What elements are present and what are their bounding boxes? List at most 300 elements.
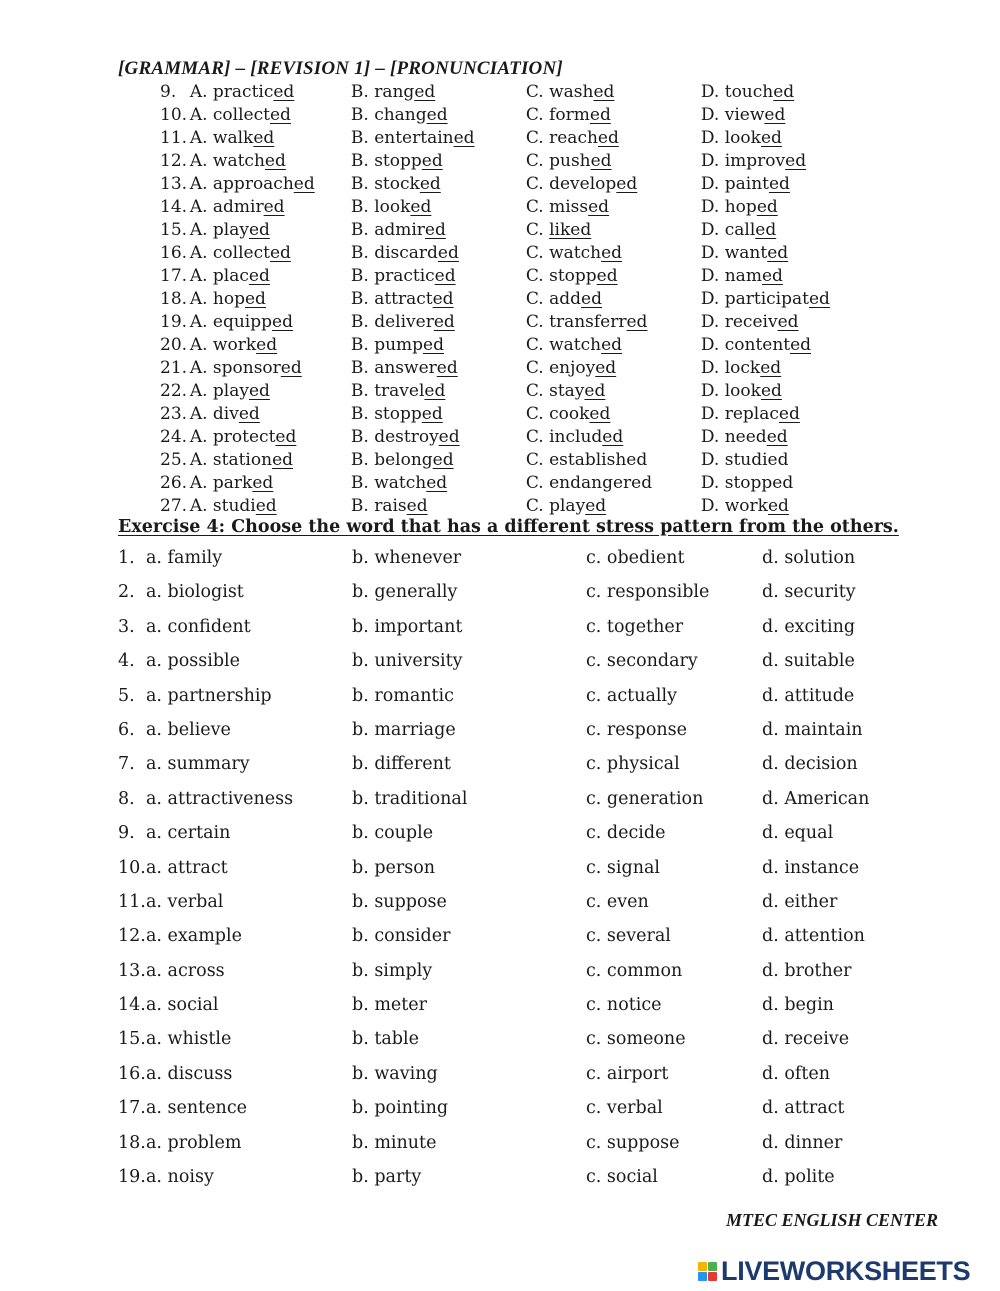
question-number: 11.: [160, 128, 188, 148]
option-b: b. waving: [352, 1063, 438, 1084]
option-d: [701, 173, 860, 196]
question-number: 14.: [118, 995, 146, 1016]
option-b: [351, 472, 526, 495]
question-number: 11.: [118, 891, 146, 912]
option-text: B. entertain: [350, 128, 454, 148]
option-text: B. chang: [350, 105, 427, 125]
option-text: C. form: [525, 105, 590, 125]
option-a: [190, 403, 351, 426]
option-text: D. lock: [700, 358, 761, 378]
option-text: C. established: [525, 450, 648, 470]
option-b: [351, 242, 526, 265]
option-b: [351, 288, 526, 311]
option-b: b. different: [352, 754, 451, 775]
underlined-part: ed: [269, 105, 291, 125]
question-number: 24.: [160, 427, 188, 447]
question-number: 23.: [160, 404, 188, 424]
option-c: c. airport: [586, 1063, 669, 1084]
underlined-part: ed: [293, 174, 315, 194]
logo-icon: [698, 1262, 717, 1281]
option-text: B. admir: [350, 220, 425, 240]
option-text: B. look: [350, 197, 411, 217]
option-b: b. whenever: [352, 548, 462, 568]
pronunciation-row: [160, 380, 860, 403]
underlined-part: ed: [767, 243, 789, 263]
option-d: d. begin: [762, 995, 834, 1016]
stress-row: [118, 889, 938, 923]
option-c: [526, 449, 701, 472]
option-d: [701, 357, 860, 380]
question-number: 27.: [160, 496, 188, 516]
page-header: [GRAMMAR] – [REVISION 1] – [PRONUNCIATION]: [118, 58, 563, 79]
underlined-part: ed: [280, 358, 302, 378]
stress-row: [118, 1164, 938, 1198]
option-c: [526, 472, 701, 495]
option-b: b. simply: [352, 960, 433, 981]
underlined-part: ed: [275, 427, 297, 447]
underlined-part: ed: [238, 404, 260, 424]
option-a: [190, 449, 351, 472]
underlined-part: ed: [755, 220, 777, 240]
option-b: b. marriage: [352, 719, 456, 740]
logo-tile: [708, 1262, 717, 1271]
option-a: [190, 334, 351, 357]
option-text: D. hop: [700, 197, 757, 217]
question-number: 19.: [160, 312, 188, 332]
question-number: 12.: [160, 151, 188, 171]
option-a: a. summary: [146, 754, 250, 775]
option-c: [526, 380, 701, 403]
option-text: A. play: [189, 220, 249, 240]
pronunciation-row: [160, 127, 860, 150]
option-text: D. content: [700, 335, 791, 355]
option-a: a. noisy: [146, 1167, 214, 1188]
question-number: 13.: [118, 960, 146, 981]
option-text: B. answer: [350, 358, 437, 378]
option-c: [526, 150, 701, 173]
option-d: [701, 288, 860, 311]
underlined-part: ed: [593, 82, 615, 102]
option-text: D. look: [700, 128, 761, 148]
option-b: [351, 173, 526, 196]
option-c: [526, 311, 701, 334]
option-text: B. rais: [350, 496, 407, 516]
underlined-part: ed: [423, 335, 444, 355]
option-b: b. suppose: [352, 891, 447, 912]
underlined-part: ed: [585, 496, 607, 516]
underlined-part: ed: [616, 174, 638, 194]
option-text: D. work: [700, 496, 768, 516]
option-text: D. studied: [700, 450, 789, 470]
option-c: c. secondary: [586, 651, 698, 672]
option-text: C. watch: [525, 335, 602, 355]
question-number: 8.: [118, 788, 135, 809]
option-b: [351, 127, 526, 150]
option-text: A. div: [189, 404, 239, 424]
option-a: a. example: [146, 926, 242, 947]
option-text: C. stopp: [525, 266, 597, 286]
question-number: 26.: [160, 473, 188, 493]
question-number: 4.: [118, 651, 135, 672]
underlined-part: ed: [453, 128, 475, 148]
option-text: C. includ: [525, 427, 603, 447]
option-text: A. watch: [189, 151, 265, 171]
stress-row: [118, 1061, 938, 1095]
question-number: 9.: [118, 823, 135, 844]
underlined-part: ed: [264, 151, 286, 171]
option-text: A. equipp: [189, 312, 273, 332]
option-b: [351, 196, 526, 219]
option-c: c. together: [586, 616, 684, 637]
option-c: [526, 403, 701, 426]
option-c: c. responsible: [586, 582, 710, 603]
underlined-part: ed: [424, 381, 446, 401]
underlined-part: ed: [437, 243, 459, 263]
option-b: b. romantic: [352, 685, 454, 706]
question-number: 6.: [118, 719, 135, 740]
question-number: 18.: [118, 1132, 146, 1153]
option-text: C. miss: [525, 197, 589, 217]
option-c: c. generation: [586, 788, 704, 809]
option-d: [701, 242, 860, 265]
option-a: a. biologist: [146, 582, 244, 603]
option-text: B. travel: [350, 381, 425, 401]
option-b: b. traditional: [352, 788, 468, 809]
option-a: a. attract: [146, 857, 228, 878]
option-text: A. approach: [189, 174, 294, 194]
option-text: A. hop: [189, 289, 245, 309]
pronunciation-row: [160, 472, 860, 495]
underlined-part: ed: [252, 473, 274, 493]
option-a: [190, 357, 351, 380]
option-d: [701, 219, 860, 242]
option-d: d. maintain: [762, 719, 863, 740]
option-d: [701, 403, 860, 426]
question-number: 12.: [118, 926, 146, 947]
stress-row: [118, 614, 938, 648]
option-text: D. nam: [700, 266, 762, 286]
option-c: c. decide: [586, 823, 666, 844]
underlined-part: ed: [406, 496, 428, 516]
option-b: b. party: [352, 1167, 422, 1188]
option-text: C. develop: [525, 174, 617, 194]
underlined-part: ed: [595, 358, 617, 378]
stress-row: [118, 579, 938, 613]
question-number: 19.: [118, 1167, 146, 1188]
question-number: 16.: [118, 1063, 146, 1084]
option-b: [351, 104, 526, 127]
option-d: [701, 472, 860, 495]
option-c: [526, 104, 701, 127]
pronunciation-row: [160, 265, 860, 288]
option-c: c. common: [586, 960, 683, 981]
option-c: c. someone: [586, 1029, 686, 1050]
option-c: c. actually: [586, 685, 677, 706]
option-b: [351, 311, 526, 334]
underlined-part: ed: [436, 358, 458, 378]
underlined-part: ed: [434, 266, 456, 286]
question-number: 14.: [160, 197, 188, 217]
option-d: d. exciting: [762, 616, 856, 637]
underlined-part: ed: [589, 105, 611, 125]
option-a: [190, 219, 351, 242]
option-d: [701, 265, 860, 288]
option-text: D. receiv: [700, 312, 778, 332]
question-number: 10.: [118, 857, 146, 878]
option-b: [351, 495, 526, 518]
option-c: c. response: [586, 719, 687, 740]
option-a: [190, 104, 351, 127]
option-text: B. practic: [350, 266, 435, 286]
option-a: [190, 472, 351, 495]
option-text: D. stopped: [700, 473, 794, 493]
option-d: [701, 380, 860, 403]
option-b: b. table: [352, 1029, 419, 1050]
underlined-part: ed: [244, 289, 266, 309]
question-number: 17.: [118, 1098, 146, 1119]
option-a: a. confident: [146, 616, 251, 637]
option-a: a. sentence: [146, 1098, 247, 1119]
option-b: [351, 150, 526, 173]
option-a: [190, 196, 351, 219]
pronunciation-row: [160, 219, 860, 242]
question-number: 20.: [160, 335, 188, 355]
option-text: D. need: [700, 427, 767, 447]
option-text: D. replac: [700, 404, 779, 424]
option-text: C. enjoy: [525, 358, 596, 378]
option-d: d. dinner: [762, 1132, 843, 1153]
option-a: [190, 288, 351, 311]
stress-row: [118, 683, 938, 717]
option-a: [190, 127, 351, 150]
option-text: A. station: [189, 450, 273, 470]
option-d: d. often: [762, 1063, 831, 1084]
option-d: d. solution: [762, 548, 856, 568]
underlined-part: ed: [596, 266, 618, 286]
option-d: d. attitude: [762, 685, 855, 706]
option-text: A. walk: [189, 128, 254, 148]
option-a: [190, 426, 351, 449]
underlined-part: ed: [255, 496, 277, 516]
underlined-part: ed: [766, 427, 788, 447]
option-a: [190, 242, 351, 265]
pronunciation-row: [160, 173, 860, 196]
pronunciation-row: [160, 196, 860, 219]
option-a: a. social: [146, 995, 219, 1016]
option-c: [526, 426, 701, 449]
option-text: A. practic: [189, 82, 274, 102]
option-a: a. whistle: [146, 1029, 232, 1050]
stress-row: [118, 545, 938, 579]
option-text: C. watch: [525, 243, 602, 263]
option-text: A. admir: [189, 197, 264, 217]
option-text: C. cook: [525, 404, 590, 424]
option-c: [526, 81, 701, 104]
logo-tile: [698, 1272, 707, 1281]
option-a: a. verbal: [146, 891, 224, 912]
underlined-part: ed: [768, 174, 790, 194]
underlined-part: ed: [253, 128, 275, 148]
option-text: A. park: [189, 473, 253, 493]
underlined-part: ed: [419, 174, 441, 194]
option-c: c. suppose: [586, 1132, 680, 1153]
pronunciation-row: [160, 449, 860, 472]
option-b: [351, 81, 526, 104]
option-c: c. physical: [586, 754, 680, 775]
option-text: C. push: [525, 151, 591, 171]
underlined-part: ed: [760, 358, 782, 378]
option-d: d. equal: [762, 823, 834, 844]
underlined-part: ed: [432, 450, 454, 470]
underlined-part: ed: [248, 381, 270, 401]
pronunciation-row: [160, 242, 860, 265]
option-text: A. protect: [189, 427, 276, 447]
option-b: [351, 334, 526, 357]
option-c: [526, 495, 701, 518]
underlined-part: ed: [808, 289, 830, 309]
option-d: d. either: [762, 891, 838, 912]
stress-row: [118, 751, 938, 785]
underlined-part: ed: [432, 289, 454, 309]
option-text: D. look: [700, 381, 761, 401]
stress-row: [118, 855, 938, 889]
option-b: [351, 265, 526, 288]
underlined-part: ed: [410, 197, 432, 217]
underlined-part: ed: [790, 335, 812, 355]
option-text: C. play: [525, 496, 586, 516]
option-d: d. brother: [762, 960, 852, 981]
option-a: [190, 495, 351, 518]
option-d: [701, 449, 860, 472]
underlined-part: ed: [438, 427, 460, 447]
option-text: A. sponsor: [189, 358, 281, 378]
option-c: [526, 288, 701, 311]
option-text: B. pump: [350, 335, 424, 355]
pronunciation-row: [160, 403, 860, 426]
pronunciation-section: [160, 81, 860, 518]
option-a: a. believe: [146, 719, 231, 740]
option-text: A. work: [189, 335, 257, 355]
option-c: c. verbal: [586, 1098, 663, 1119]
underlined-part: ed: [601, 243, 623, 263]
underlined-part: ed: [773, 82, 795, 102]
underlined-part: ed: [590, 151, 612, 171]
exercise-4-instruction: Choose the word that has a different stress pattern from the others.: [225, 517, 899, 537]
option-text: B. discard: [350, 243, 438, 263]
stress-row: [118, 786, 938, 820]
question-number: 25.: [160, 450, 188, 470]
question-number: 7.: [118, 754, 135, 775]
option-a: [190, 265, 351, 288]
option-d: [701, 334, 860, 357]
question-number: 18.: [160, 289, 188, 309]
option-d: [701, 127, 860, 150]
option-d: [701, 104, 860, 127]
option-a: a. certain: [146, 823, 231, 844]
underlined-part: ed: [777, 312, 799, 332]
pronunciation-row: [160, 357, 860, 380]
underlined-part: ed: [248, 220, 270, 240]
logo-tile: [708, 1272, 717, 1281]
question-number: 2.: [118, 582, 135, 603]
option-text: B. stock: [350, 174, 420, 194]
option-c: c. signal: [586, 857, 661, 878]
option-b: [351, 426, 526, 449]
underlined-part: ed: [764, 105, 786, 125]
pronunciation-row: [160, 495, 860, 518]
option-text: B. watch: [350, 473, 427, 493]
option-c: [526, 265, 701, 288]
underlined-part: ed: [626, 312, 648, 332]
pronunciation-row: [160, 81, 860, 104]
stress-row: [118, 958, 938, 992]
question-number: 13.: [160, 174, 188, 194]
option-d: d. attract: [762, 1098, 845, 1119]
question-number: 15.: [160, 220, 188, 240]
option-b: b. consider: [352, 926, 451, 947]
option-a: [190, 380, 351, 403]
option-a: a. partnership: [146, 685, 272, 706]
option-b: b. pointing: [352, 1098, 449, 1119]
option-text: B. belong: [350, 450, 433, 470]
pronunciation-row: [160, 334, 860, 357]
option-d: [701, 196, 860, 219]
option-a: a. possible: [146, 651, 241, 672]
option-text: C. reach: [525, 128, 598, 148]
option-d: [701, 495, 860, 518]
option-text: B. stopp: [350, 151, 422, 171]
option-d: d. decision: [762, 754, 858, 775]
question-number: 1.: [118, 548, 135, 568]
logo-text: LIVEWORKSHEETS: [721, 1256, 971, 1286]
option-text: D. participat: [700, 289, 809, 309]
question-number: 5.: [118, 685, 135, 706]
underlined-part: ed: [760, 128, 782, 148]
option-d: d. security: [762, 582, 856, 603]
option-a: a. family: [146, 548, 223, 568]
underlined-part: ed: [421, 151, 443, 171]
option-d: [701, 426, 860, 449]
option-c: [526, 196, 701, 219]
option-a: a. discuss: [146, 1063, 233, 1084]
option-text: A. plac: [189, 266, 249, 286]
stress-row: [118, 1026, 938, 1060]
pronunciation-row: [160, 104, 860, 127]
option-b: [351, 357, 526, 380]
option-d: d. suitable: [762, 651, 855, 672]
pronunciation-row: [160, 150, 860, 173]
option-text: B. attract: [350, 289, 433, 309]
underlined-part: ed: [414, 82, 436, 102]
question-number: 17.: [160, 266, 188, 286]
option-c: [526, 219, 701, 242]
option-c: [526, 173, 701, 196]
option-a: a. attractiveness: [146, 788, 294, 809]
option-d: d. American: [762, 788, 870, 809]
option-a: [190, 81, 351, 104]
option-b: [351, 403, 526, 426]
question-number: 21.: [160, 358, 188, 378]
underlined-part: ed: [767, 496, 789, 516]
option-d: d. polite: [762, 1167, 835, 1188]
option-c: [526, 334, 701, 357]
underlined-part: ed: [601, 335, 623, 355]
underlined-part: ed: [581, 289, 602, 309]
stress-row: [118, 992, 938, 1026]
option-text: D. want: [700, 243, 768, 263]
option-b: [351, 380, 526, 403]
underlined-part: ed: [248, 266, 270, 286]
